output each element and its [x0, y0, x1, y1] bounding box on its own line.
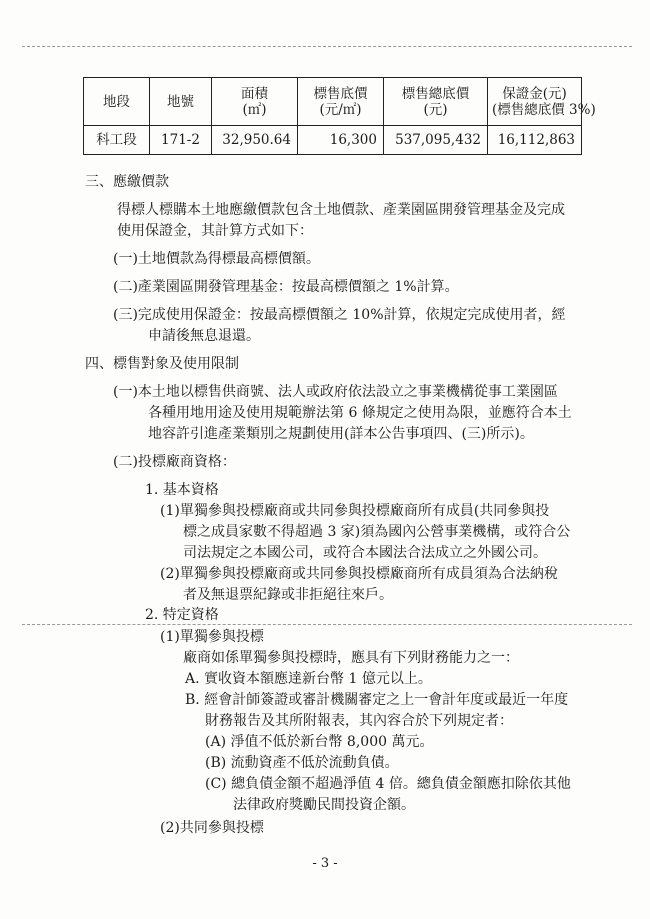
table-header-row — [84, 78, 582, 126]
list-item: A. 實收資本額應達新台幣 1 億元以上。 — [185, 671, 432, 687]
list-item: B. 經會計師簽證或審計機關審定之上一會計年度或最近一年度 — [185, 692, 569, 708]
list-item: (2)共同參與投標 — [160, 820, 264, 836]
page-number: - 3 - — [312, 856, 338, 871]
body-line: 標之成員家數不得超過 3 家)須為國內公營事業機構，或符合公 — [183, 524, 571, 540]
list-item: (二)投標廠商資格： — [113, 454, 236, 470]
list-item: (2)單獨參與投標廠商或共同參與投標廠商所有成員須為合法納稅 — [160, 566, 558, 582]
middle-dashed-rule — [22, 624, 632, 625]
sub-heading: 2. 特定資格 — [145, 607, 219, 623]
body-line: 法律政府獎勵民間投資企額。 — [233, 797, 415, 813]
list-item: (二)產業園區開發管理基金：按最高標價額之 1%計算。 — [113, 279, 459, 295]
header-lot-number: 地號 — [150, 78, 212, 126]
section-4-heading: 四、標售對象及使用限制 — [85, 356, 239, 372]
header-total-base-price: 標售總底價 (元) — [384, 78, 488, 126]
cell-area: 32,950.64 — [212, 126, 298, 155]
list-item: (C) 總負債金額不超過淨值 4 倍。總負債金額應扣除依其他 — [205, 776, 571, 792]
table-row — [84, 126, 582, 155]
body-line: 各種用地用途及使用規範辦法第 6 條規定之使用為限，並應符合本土 — [148, 405, 572, 421]
cell-lot-number: 171-2 — [150, 126, 212, 155]
top-dashed-rule — [22, 46, 632, 47]
list-item: (一)土地價款為得標最高標價額。 — [113, 251, 320, 267]
body-line: 者及無退票紀錄或非拒絕往來戶。 — [183, 587, 393, 603]
cell-unit-base-price: 16,300 — [298, 126, 384, 155]
list-item: (三)完成使用保證金：按最高標價額之 10%計算，依規定完成使用者，經 — [113, 307, 566, 323]
list-item: (一)本土地以標售供商號、法人或政府依法設立之事業機構從事工業園區 — [113, 384, 558, 400]
header-section: 地段 — [84, 78, 150, 126]
section-3-heading: 三、應繳價款 — [85, 174, 169, 190]
body-line: 財務報告及其所附報表，其內容合於下列規定者： — [205, 713, 513, 729]
list-item: (A) 淨值不低於新台幣 8,000 萬元。 — [205, 734, 434, 750]
body-line: 司法規定之本國公司，或符合本國法合法成立之外國公司。 — [183, 545, 547, 561]
land-price-table — [83, 77, 596, 155]
list-item: (B) 流動資產不低於流動負債。 — [205, 755, 399, 771]
list-item: (1)單獨參與投標廠商或共同參與投標廠商所有成員(共同參與投 — [160, 503, 550, 519]
list-item: (1)單獨參與投標 — [160, 629, 264, 645]
sub-heading: 1. 基本資格 — [145, 482, 219, 498]
cell-section: 科工段 — [84, 126, 150, 155]
header-deposit: 保證金(元) (標售總底價 3%) — [488, 78, 582, 126]
body-line: 地容許引進產業類別之規劃使用(詳本公告事項四、(三)所示)。 — [148, 426, 534, 442]
header-area: 面積 (㎡) — [212, 78, 298, 126]
cell-deposit: 16,112,863 — [488, 126, 582, 155]
header-unit-base-price: 標售底價 (元/㎡) — [298, 78, 384, 126]
body-line: 申請後無息退還。 — [148, 328, 260, 344]
cell-total-base-price: 537,095,432 — [384, 126, 488, 155]
body-line: 得標人標購本土地應繳價款包含土地價款、產業園區開發管理基金及完成 — [117, 202, 565, 218]
body-line: 廠商如係單獨參與投標時，應具有下列財務能力之一： — [183, 650, 519, 666]
body-line: 使用保證金，其計算方式如下： — [117, 223, 313, 239]
